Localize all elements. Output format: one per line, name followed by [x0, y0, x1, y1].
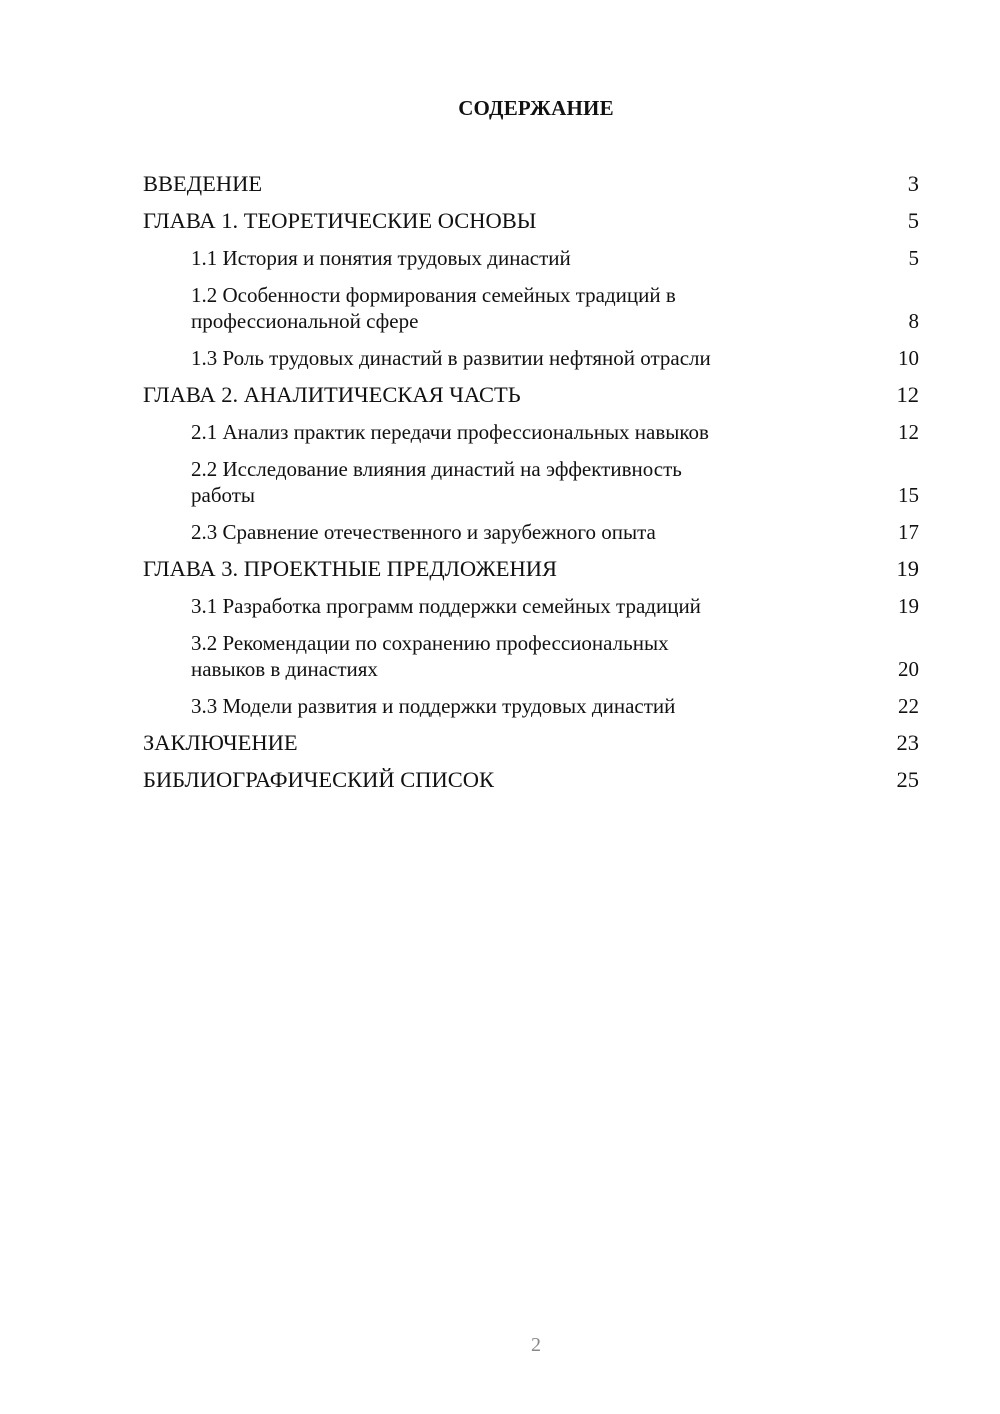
- toc-entry-title-line: 2.3 Сравнение отечественного и зарубежного опыта: [191, 520, 656, 544]
- toc-section-entry[interactable]: [143, 271, 919, 334]
- toc-entry-page: 12: [896, 382, 919, 407]
- toc-entry-title-line: ГЛАВА 2. АНАЛИТИЧЕСКАЯ ЧАСТЬ: [143, 382, 521, 407]
- toc-entry-title-line: 3.3 Модели развития и поддержки трудовых династий: [191, 694, 676, 718]
- toc-entry-page: 19: [896, 556, 919, 581]
- toc-entry-title: [191, 419, 709, 445]
- toc-entry-title-line: ВВЕДЕНИЕ: [143, 171, 263, 196]
- toc-entry-page: 22: [898, 694, 919, 718]
- toc-entry-title-line: ГЛАВА 1. ТЕОРЕТИЧЕСКИЕ ОСНОВЫ: [143, 208, 537, 233]
- toc-entry-title-line: 3.1 Разработка программ поддержки семейных традиций: [191, 594, 701, 618]
- page-title: СОДЕРЖАНИЕ: [458, 96, 614, 120]
- toc-entry-page: 17: [898, 520, 919, 544]
- toc-entry-page: 10: [898, 346, 919, 370]
- toc-chapter-entry[interactable]: [143, 160, 919, 197]
- toc-section-entry[interactable]: [143, 682, 919, 719]
- toc-entry-title: [143, 382, 521, 408]
- toc-chapter-entry[interactable]: [143, 719, 919, 756]
- toc-section-entry[interactable]: [143, 408, 919, 445]
- toc-entry-title: [191, 519, 656, 545]
- toc-entry-title-line: профессиональной сфере: [191, 309, 419, 333]
- toc-entry-page: 20: [898, 657, 919, 681]
- toc-entry-title-line: 2.1 Анализ практик передачи профессиональных навыков: [191, 420, 709, 444]
- toc-section-entry[interactable]: [143, 619, 919, 682]
- toc-entry-page: 12: [898, 420, 919, 444]
- toc-entry-page: 25: [896, 767, 919, 792]
- toc-entry-page: 8: [908, 309, 919, 333]
- toc-entry-page: 23: [896, 730, 919, 755]
- toc-chapter-entry[interactable]: [143, 545, 919, 582]
- toc-entry-title: [143, 767, 494, 793]
- toc-entry-title: [191, 593, 701, 619]
- toc-chapter-entry[interactable]: [143, 197, 919, 234]
- toc-entry-title-line: 3.2 Рекомендации по сохранению профессиональных: [191, 631, 669, 655]
- toc-entry-title: [143, 730, 298, 756]
- toc-entry-title: [143, 556, 557, 582]
- toc-section-entry[interactable]: [143, 508, 919, 545]
- toc-entry-page: 5: [908, 246, 919, 270]
- toc-entry-title: [191, 245, 571, 271]
- toc-entry-title-line: ЗАКЛЮЧЕНИЕ: [143, 730, 298, 755]
- toc-entry-title: [191, 630, 669, 682]
- toc-entry-page: 15: [898, 483, 919, 507]
- toc-entry-title: [191, 456, 682, 508]
- toc-entry-title-line: 1.3 Роль трудовых династий в развитии нефтяной отрасли: [191, 346, 711, 370]
- toc-entry-title-line: 1.2 Особенности формирования семейных традиций в: [191, 283, 676, 307]
- page-number: 2: [531, 1334, 541, 1356]
- toc-entry-page: 19: [898, 594, 919, 618]
- toc-entry-page: 3: [907, 171, 919, 196]
- toc-section-entry[interactable]: [143, 445, 919, 508]
- toc-entry-title: [191, 282, 676, 334]
- toc-entry-title-line: 1.1 История и понятия трудовых династий: [191, 246, 571, 270]
- toc-entry-title: [143, 208, 536, 234]
- toc-entry-title-line: 2.2 Исследование влияния династий на эффективность: [191, 457, 682, 481]
- toc-entry-title-line: работы: [191, 483, 256, 507]
- toc-section-entry[interactable]: [143, 582, 919, 619]
- toc-entry-title: [191, 345, 711, 371]
- toc-entry-title: [191, 693, 675, 719]
- toc-entry-title-line: БИБЛИОГРАФИЧЕСКИЙ СПИСОК: [143, 767, 495, 792]
- toc-entry-page: 5: [907, 208, 919, 233]
- toc-section-entry[interactable]: [143, 234, 919, 271]
- toc-entry-title: [143, 171, 262, 197]
- toc-chapter-entry[interactable]: [143, 756, 919, 793]
- toc-section-entry[interactable]: [143, 334, 919, 371]
- table-of-contents: [143, 160, 919, 793]
- toc-entry-title-line: навыков в династиях: [191, 657, 378, 681]
- toc-entry-title-line: ГЛАВА 3. ПРОЕКТНЫЕ ПРЕДЛОЖЕНИЯ: [143, 556, 558, 581]
- toc-chapter-entry[interactable]: [143, 371, 919, 408]
